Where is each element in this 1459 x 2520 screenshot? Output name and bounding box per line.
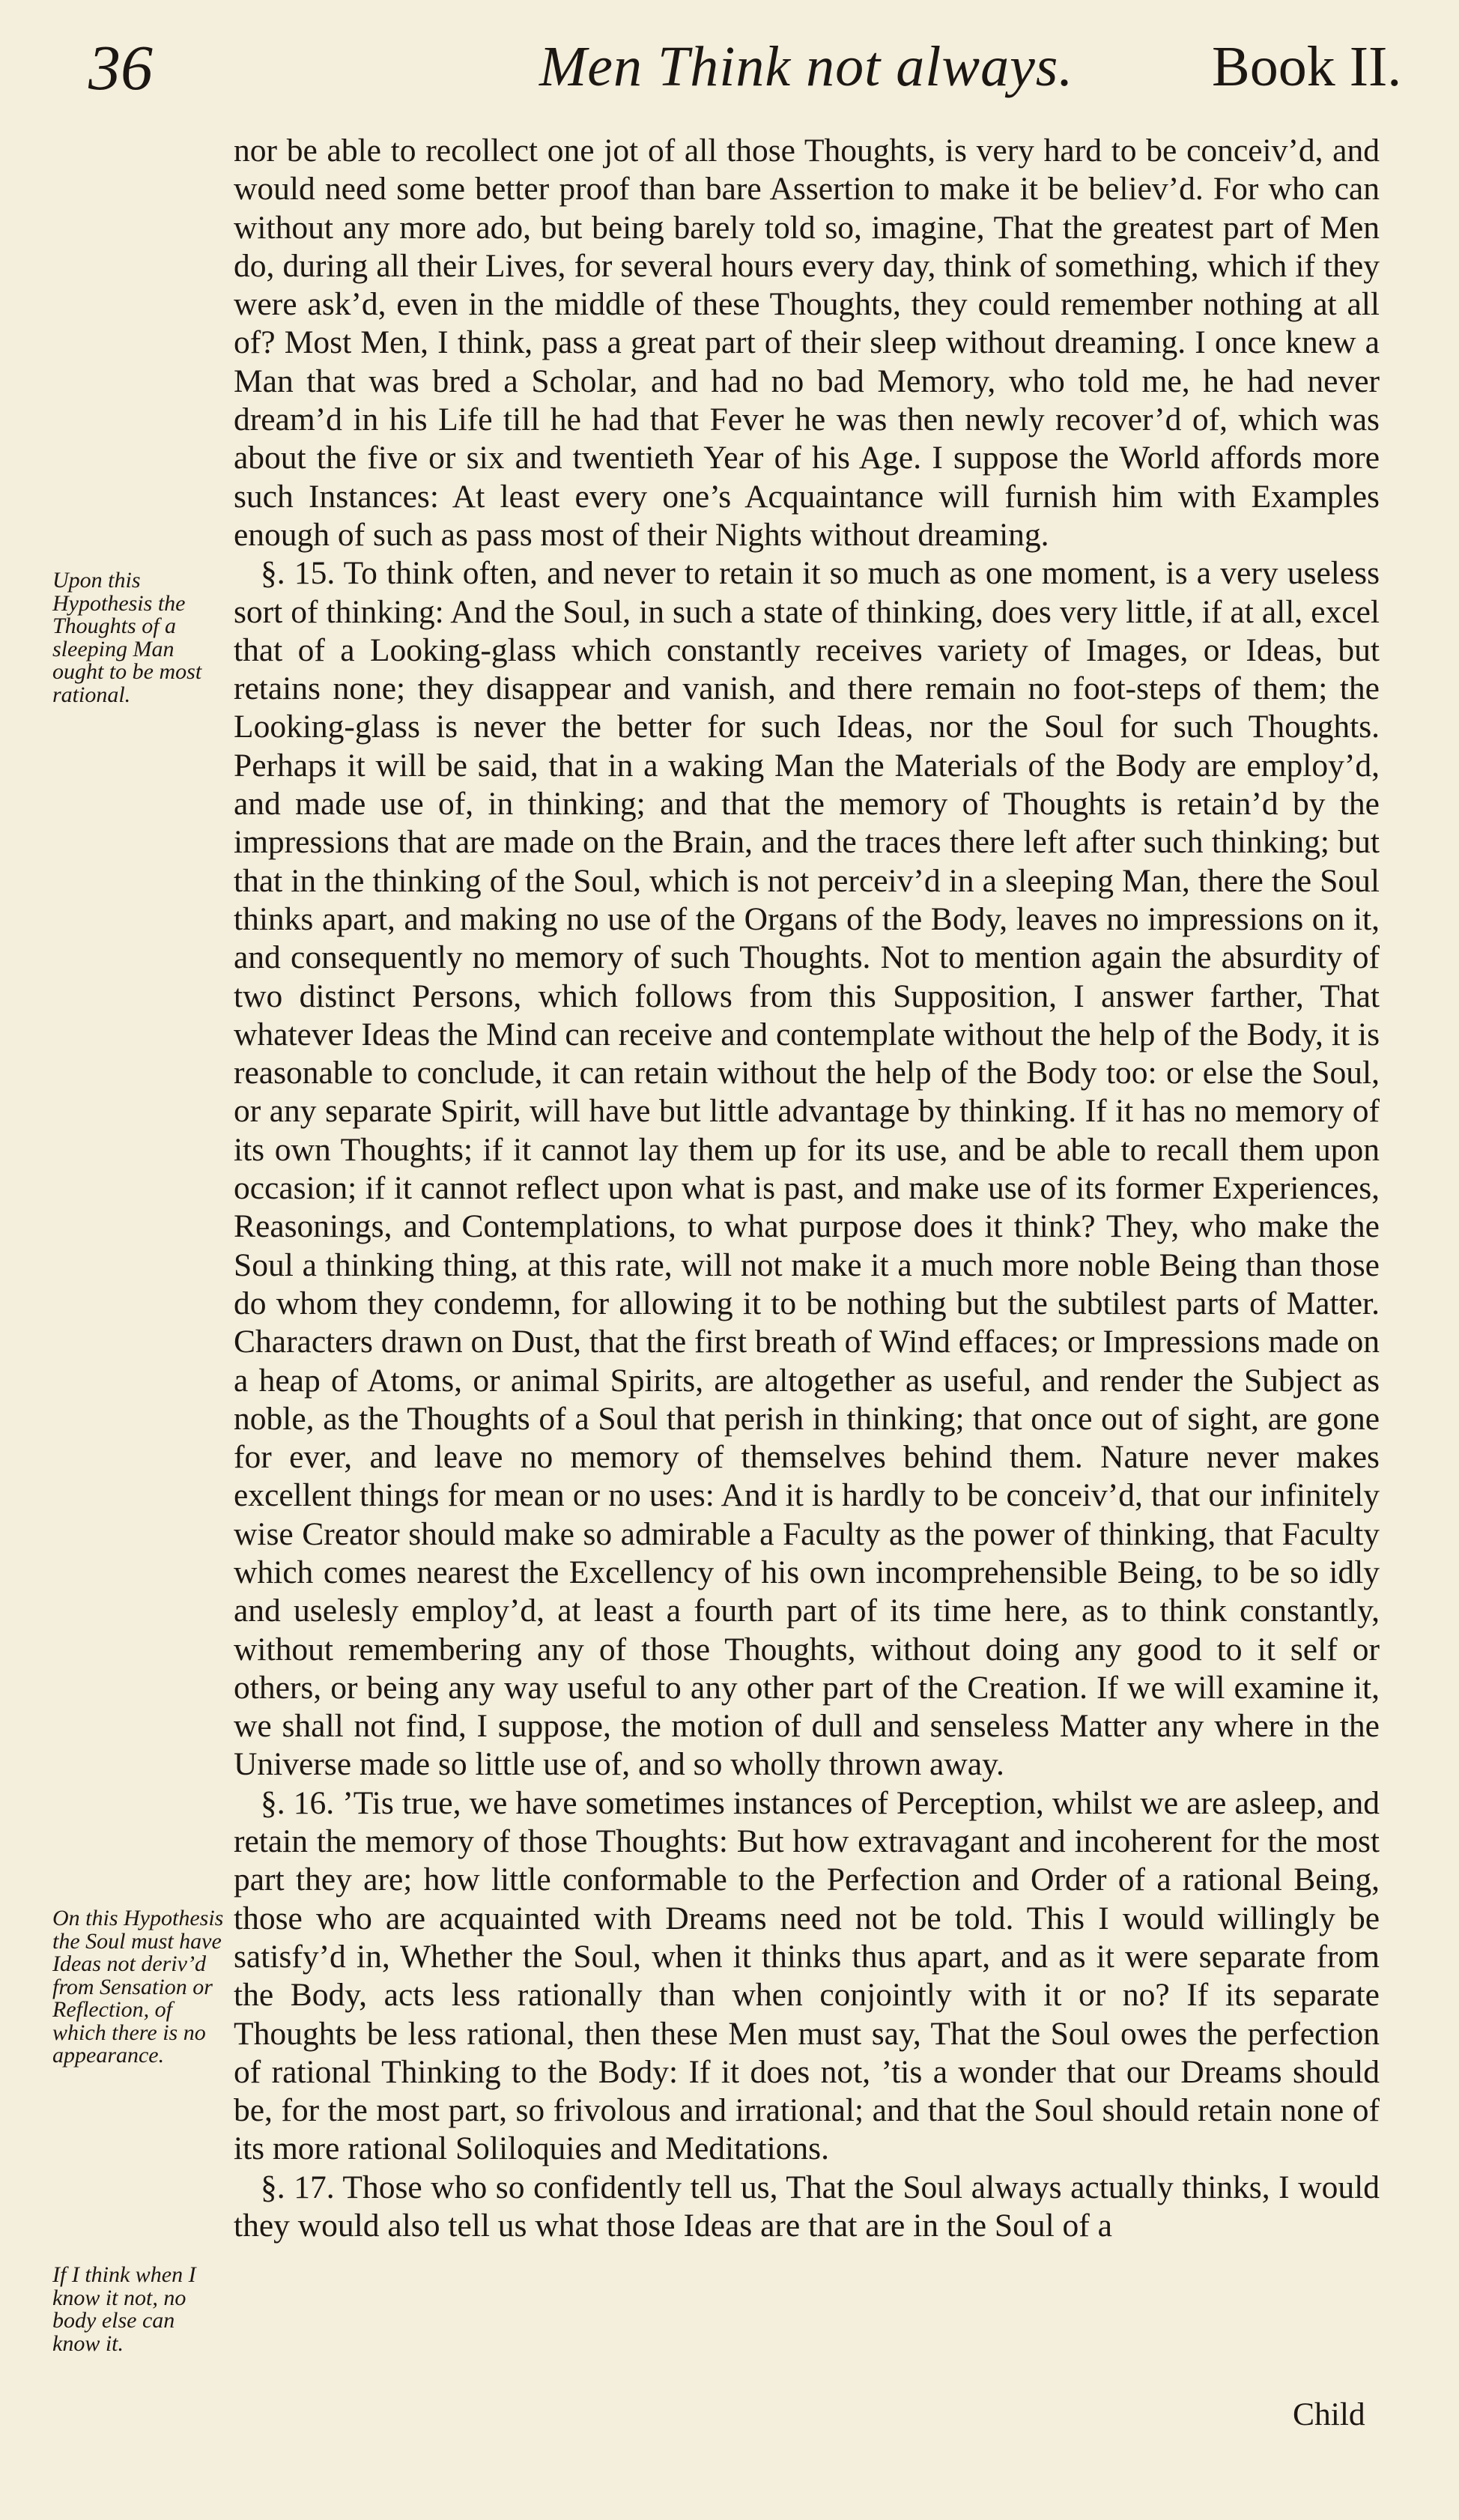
margin-note-hypothesis-sleeping: Upon this Hypothesis the Thoughts of a sleeping Man ought to be most rational.	[52, 568, 202, 707]
page-number: 36	[88, 31, 153, 103]
paragraph-continuation: nor be able to recollect one jot of all those Thoughts, is very hard to be conceiv’d, and would need some better proof than bare Assertion to make it be believ’d. For who can without any more ado, but being barely told so, imagine, That the greatest part of Men do, during all their Lives, for several hours every day, think of something, which if they were ask’d, even in the middle of these Thoughts, they could remember nothing at all of? Most Men, I think, pass a great part of their sleep without dreaming. I once knew a Man that was bred a Scholar, and had no bad Memory, who told me, he had never dream’d in his Life till he had that Fever he was then newly recover’d of, which was about the five or six and twentieth Year of his Age. I suppose the World affords more such Instances: At least every one’s Acquaintance will furnish him with Examples enough of such as pass most of their Nights without dreaming.	[234, 133, 1380, 553]
paragraph-section-15: §. 15. To think often, and never to retain it so much as one moment, is a very useless sort of thinking: And the Soul, in such a state of thinking, does very little, if at all, excel that of a Looking-glass which constantly receives variety of Images, or Ideas, but retains none; they disappear and vanish, and there remain no foot-steps of them; the Looking-glass is never the better for such Ideas, nor the Soul for such Thoughts. Perhaps it will be said, that in a waking Man the Materials of the Body are employ’d, and made use of, in thinking; and that the memory of Thoughts is retain’d by the impressions that are made on the Brain, and the traces there left after such thinking; but that in the thinking of the Soul, which is not perceiv’d in a sleeping Man, there the Soul thinks apart, and making no use of the Organs of the Body, leaves no impressions on it, and consequently no memory of such Thoughts. Not to mention again the absurdity of two distinct Persons, which follows from this Supposition, I answer farther, That whatever Ideas the Mind can receive and contemplate without the help of the Body, it is reasonable to conclude, it can retain without the help of the Body too: or else the Soul, or any separate Spirit, will have but little advantage by thinking. If it has no memory of its own Thoughts; if it cannot lay them up for its use, and be able to recall them upon occasion; if it cannot reflect upon what is past, and make use of its former Experiences, Reasonings, and Contemplations, to what purpose does it think? They, who make the Soul a thinking thing, at this rate, will not make it a much more noble Being than those do whom they condemn, for allowing it to be nothing but the subtilest parts of Matter. Characters drawn on Dust, that the first breath of Wind effaces; or Impressions made on a heap of Atoms, or animal Spirits, are altogether as useful, and render the Subject as noble, as the Thoughts of a Soul that perish in thinking; that once out of sight, are gone for ever, and leave no memory of themselves behind them. Nature never makes excellent things for mean or no uses: And it is hardly to be conceiv’d, that our infinitely wise Creator should make so admirable a Faculty as the power of thinking, that Faculty which comes nearest the Excellency of his own incomprehensible Being, to be so idly and uselesly employ’d, at least a fourth part of its time here, as to think constantly, without remembering any of those Thoughts, without doing any good to it self or others, or being any way useful to any other part of the Creation. If we will examine it, we shall not find, I suppose, the motion of dull and senseless Matter any where in the Universe made so little use of, and so wholly thrown away.	[234, 555, 1380, 1783]
main-text	[234, 132, 1380, 2245]
book-label: Book II.	[1212, 35, 1402, 98]
page-header	[0, 0, 1459, 112]
running-title: Men Think not always.	[539, 35, 1074, 98]
margin-note-hypothesis-ideas: On this Hypothesis the Soul must have Ideas not deriv’d from Sensation or Reflection, of which there is no appearance.	[52, 1906, 224, 2068]
paragraph-section-17: §. 17. Those who so confidently tell us, That the Soul always actually thinks, I would they would also tell us what those Ideas are that are in the Soul of a	[234, 2169, 1380, 2244]
catchword: Child	[1293, 2396, 1365, 2432]
paragraph-section-16: §. 16. ’Tis true, we have sometimes instances of Perception, whilst we are asleep, and retain the memory of those Thoughts: But how extravagant and incoherent for the most part they are; how little conformable to the Perfection and Order of a rational Being, those who are acquainted with Dreams need not be told. This I would willingly be satisfy’d in, Whether the Soul, when it thinks thus apart, and as it were separate from the Body, acts less rationally than when conjointly with it or no? If its separate Thoughts be less rational, then these Men must say, That the Soul owes the perfection of rational Thinking to the Body: If it does not, ’tis a wonder that our Dreams should be, for the most part, so frivolous and irrational; and that the Soul should retain none of its more rational Soliloquies and Meditations.	[234, 1784, 1380, 2167]
margin-note-if-i-think: If I think when I know it not, no body else can know it.	[52, 2262, 196, 2356]
